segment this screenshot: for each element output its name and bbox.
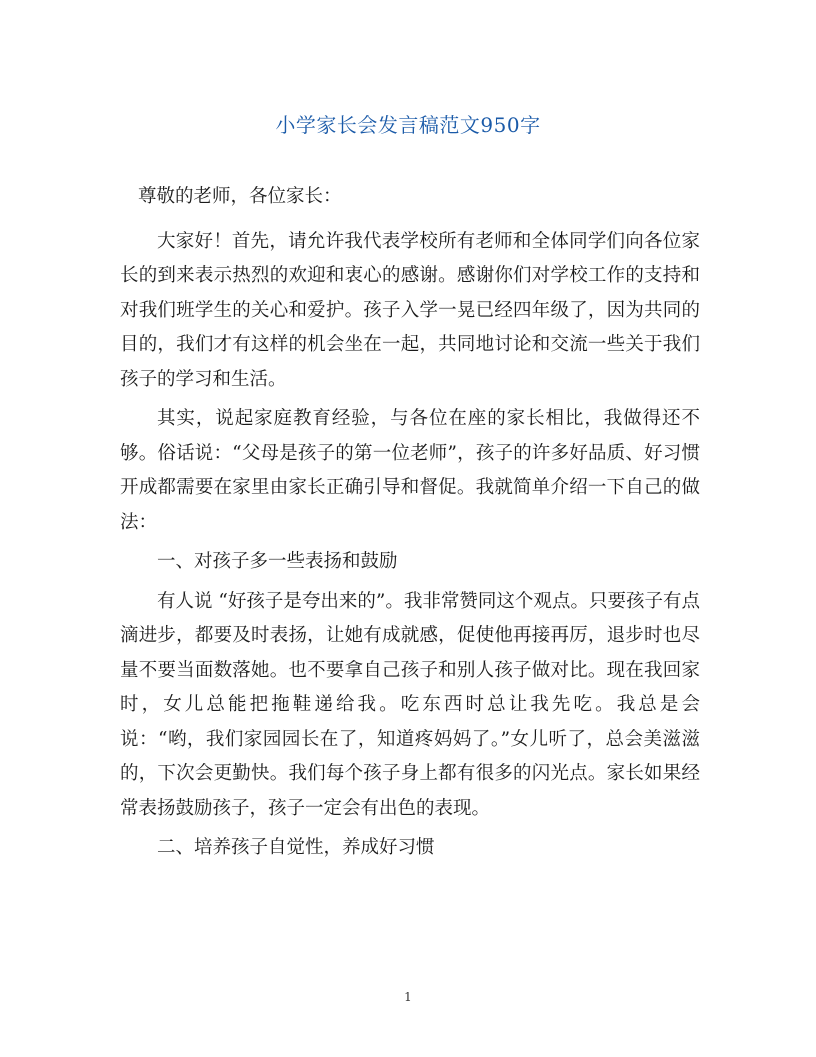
section-heading-praise: 一、对孩子多一些表扬和鼓励 [157, 551, 398, 572]
salutation: 尊敬的老师，各位家长： [138, 186, 342, 207]
paragraph-greeting: 大家好！首先，请允许我代表学校所有老师和全体同学们向各位家长的到来表示热烈的欢迎和衷心的感谢。感谢你们对学校工作的支持和对我们班学生的关心和爱护。孩子入学一晃已经四年级了，因为共同的目的，我们才有这样的机会坐在一起，共同地讨论和交流一些关于我们孩子的学习和生活。 [120, 230, 700, 390]
paragraph-praise: 有人说 “好孩子是夸出来的”。我非常赞同这个观点。只要孩子有点滴进步，都要及时表扬，让她有成就感，促使他再接再厉，退步时也尽量不要当面数落她。也不要拿自己孩子和别人孩子做对比。现在我回家时，女儿总能把拖鞋递给我。吃东西时总让我先吃。我总是会说：“哟，我们家园园长在了，知道疼妈妈了。”女儿听了，总会美滋滋的，下次会更勤快。我们每个孩子身上都有很多的闪光点。家长如果经常表扬鼓励孩子，孩子一定会有出色的表现。 [120, 590, 700, 819]
page-number: 1 [404, 990, 412, 1004]
document-body [120, 180, 700, 871]
paragraph-intro: 其实，说起家庭教育经验，与各位在座的家长相比，我做得还不够。俗话说：“父母是孩子的第一位老师”，孩子的许多好品质、好习惯开成都需要在家里由家长正确引导和督促。我就简单介绍一下自己的做法： [120, 408, 700, 533]
document-title: 小学家长会发言稿范文950字 [275, 113, 541, 137]
section-heading-habits: 二、培养孩子自觉性，养成好习惯 [157, 837, 435, 858]
